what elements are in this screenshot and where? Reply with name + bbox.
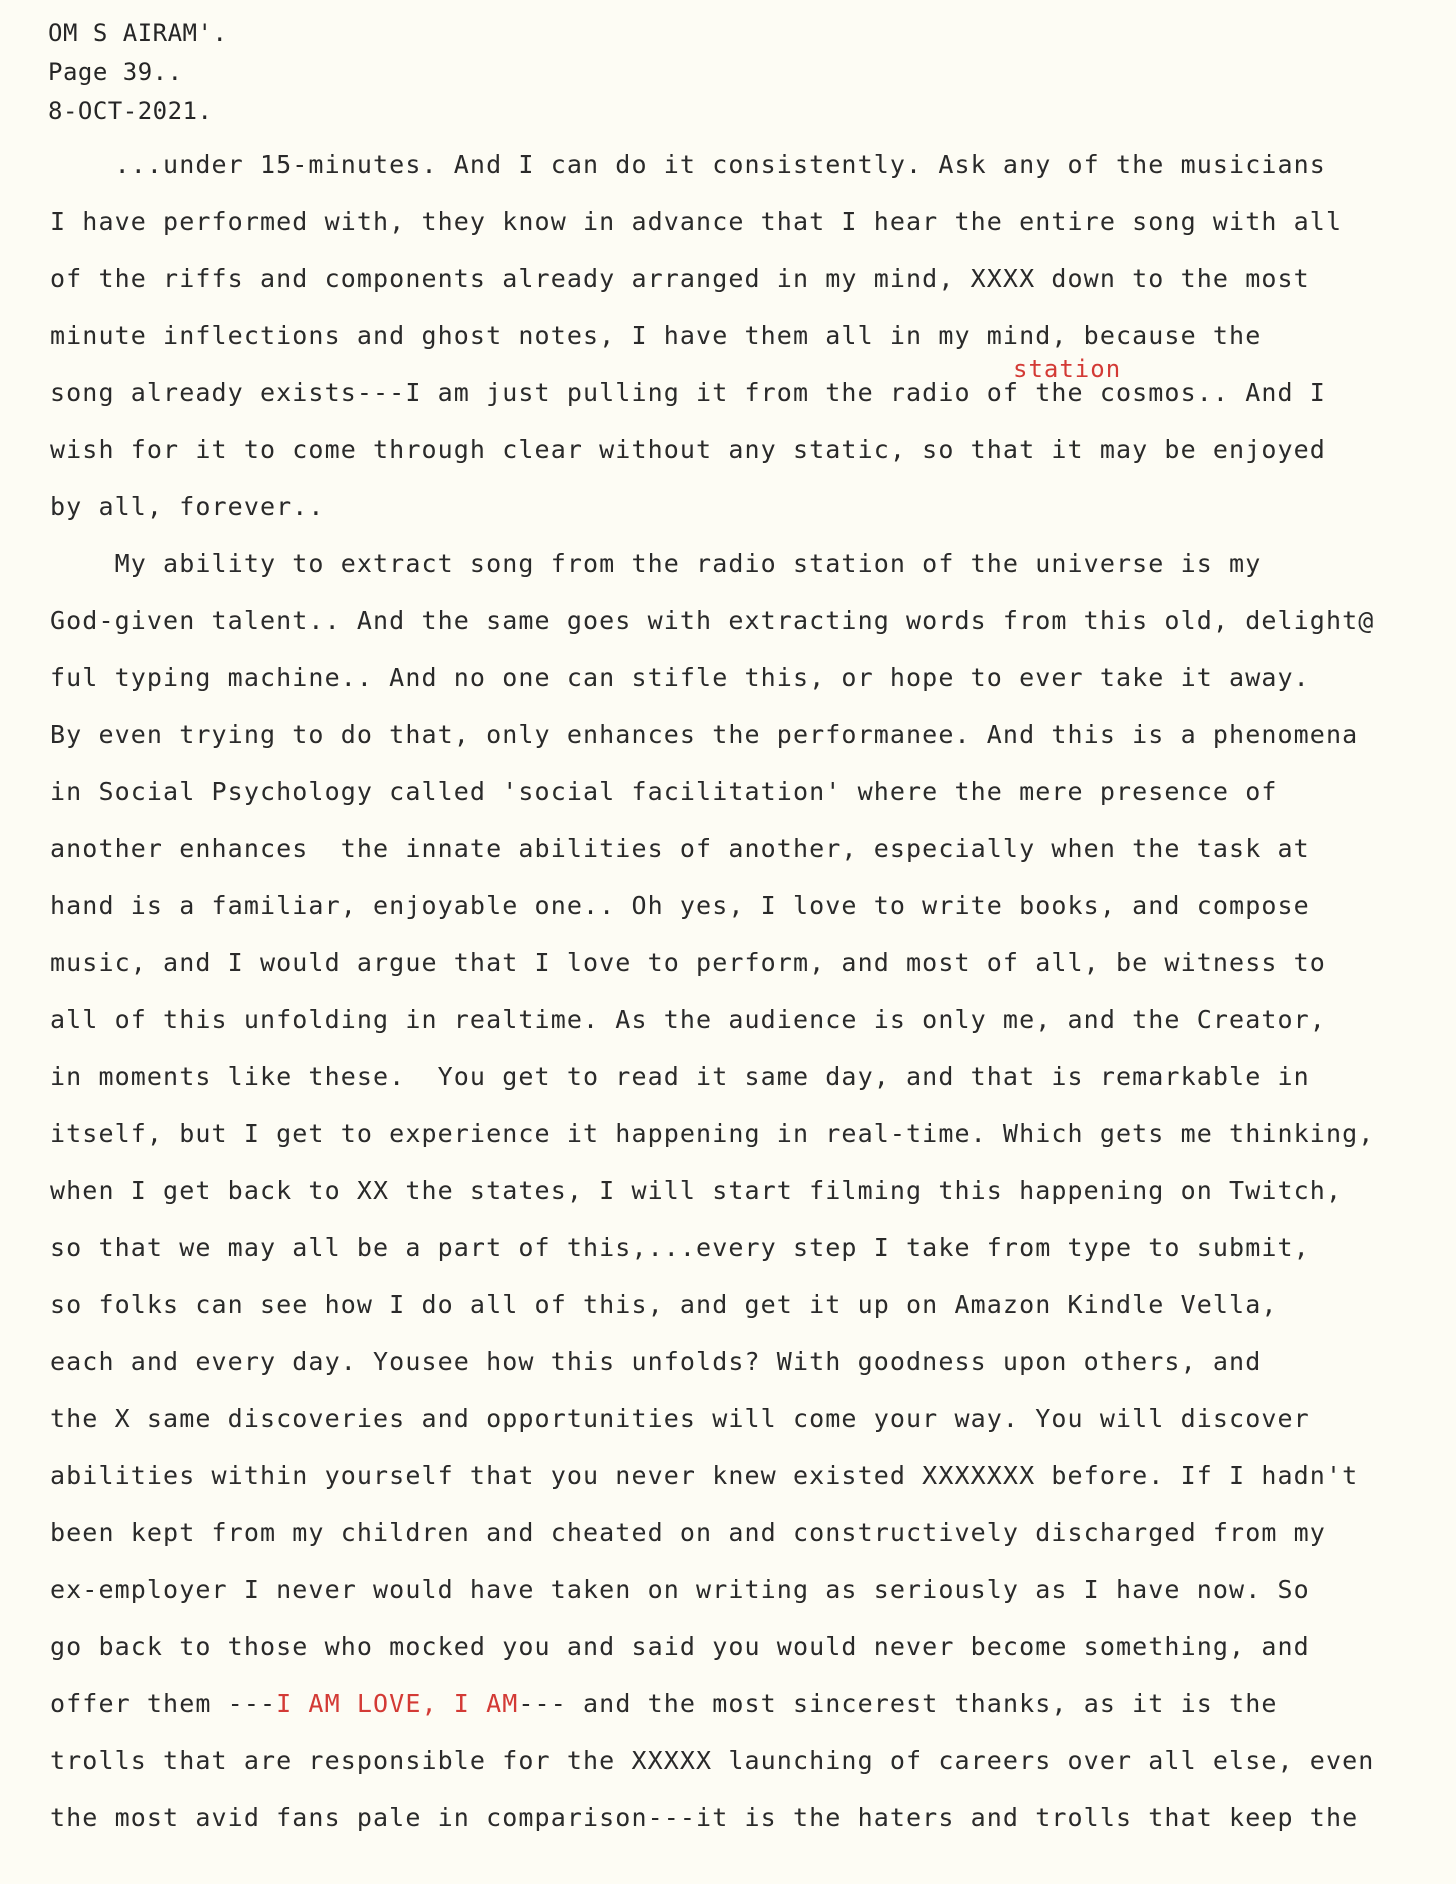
text-line: song already exists---I am just pulling it from the radio of the cosmos.. And I — [50, 378, 1326, 407]
text-line: so that we may all be a part of this,...every step I take from type to submit, — [50, 1233, 1310, 1262]
date-line: 8-OCT-2021. — [48, 97, 213, 125]
text-line: in moments like these. You get to read it same day, and that is remarkable in — [50, 1062, 1310, 1091]
text-line: ...under 15-minutes. And I can do it consistently. Ask any of the musicians — [50, 150, 1326, 179]
text-line: the X same discoveries and opportunities will come your way. You will discover — [50, 1404, 1310, 1433]
text-line: ex-employer I never would have taken on writing as seriously as I have now. So — [50, 1575, 1310, 1604]
text-line: trolls that are responsible for the XXXXX launching of careers over all else, even — [50, 1746, 1375, 1775]
text-segment: offer them --- — [50, 1689, 277, 1718]
text-line: the most avid fans pale in comparison---it is the haters and trolls that keep the — [50, 1803, 1359, 1832]
author-line: OM S AIRAM'. — [48, 19, 228, 47]
text-line: wish for it to come through clear without any static, so that it may be enjoyed — [50, 435, 1326, 464]
text-line: By even trying to do that, only enhances the performanee. And this is a phenomena — [50, 720, 1359, 749]
text-line: abilities within yourself that you never knew existed XXXXXXX before. If I hadn't — [50, 1461, 1359, 1490]
text-segment: --- and the most sincerest thanks, as it is the — [518, 1689, 1278, 1718]
text-line: itself, but I get to experience it happening in real-time. Which gets me thinking, — [50, 1119, 1375, 1148]
handwritten-insertion: station — [1013, 355, 1122, 383]
text-line: been kept from my children and cheated on and constructively discharged from my — [50, 1518, 1326, 1547]
text-line: of the riffs and components already arranged in my mind, XXXX down to the most — [50, 264, 1310, 293]
text-line: in Social Psychology called 'social facilitation' where the mere presence of — [50, 777, 1278, 806]
text-line: music, and I would argue that I love to perform, and most of all, be witness to — [50, 948, 1326, 977]
text-line: another enhances the innate abilities of another, especially when the task at — [50, 834, 1310, 863]
text-line: minute inflections and ghost notes, I have them all in my mind, because the — [50, 321, 1262, 350]
text-line: My ability to extract song from the radio station of the universe is my — [50, 549, 1262, 578]
text-line: God-given talent.. And the same goes with extracting words from this old, delight@ — [50, 606, 1375, 635]
text-line: when I get back to XX the states, I will start filming this happening on Twitch, — [50, 1176, 1343, 1205]
text-line: go back to those who mocked you and said you would never become something, and — [50, 1632, 1310, 1661]
page-number: Page 39.. — [48, 58, 183, 86]
page-header — [48, 14, 227, 131]
text-line: all of this unfolding in realtime. As the audience is only me, and the Creator, — [50, 1005, 1326, 1034]
text-line: each and every day. Yousee how this unfolds? With goodness upon others, and — [50, 1347, 1262, 1376]
text-line: by all, forever.. — [50, 492, 325, 521]
red-typed-phrase: I AM LOVE, I AM — [276, 1689, 519, 1718]
text-line: ful typing machine.. And no one can stifle this, or hope to ever take it away. — [50, 663, 1310, 692]
text-line: hand is a familiar, enjoyable one.. Oh yes, I love to write books, and compose — [50, 891, 1310, 920]
text-line: so folks can see how I do all of this, and get it up on Amazon Kindle Vella, — [50, 1290, 1278, 1319]
text-line — [50, 1689, 1278, 1718]
text-line: I have performed with, they know in advance that I hear the entire song with all — [50, 207, 1343, 236]
